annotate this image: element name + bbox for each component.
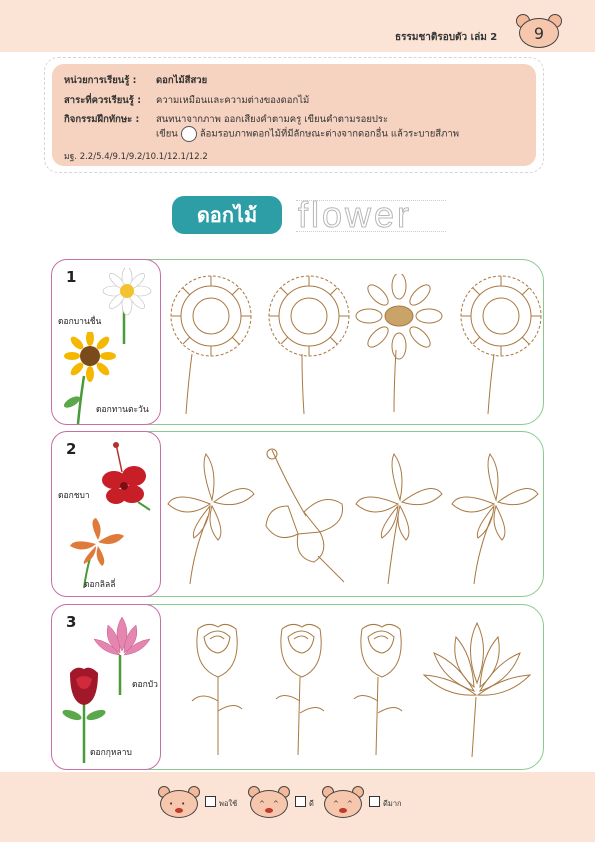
rating-checkbox-fair[interactable]: [205, 796, 216, 807]
reference-panel-2: [51, 431, 161, 597]
lily-outline-icon[interactable]: [352, 450, 446, 586]
rose-outline-icon[interactable]: [342, 621, 418, 757]
sunflower-outline-icon[interactable]: [454, 274, 548, 414]
sunflower-outline-icon[interactable]: [262, 274, 356, 414]
content-value: ความเหมือนและความต่างของดอกไม้: [156, 95, 310, 106]
rating-checkbox-good[interactable]: [295, 796, 306, 807]
row-number: 2: [66, 440, 77, 458]
flower-label: ดอกบัว: [132, 680, 158, 690]
row-number: 1: [66, 268, 77, 286]
activity-line-2-pre: เขียน: [156, 128, 178, 140]
header-band: [0, 0, 595, 52]
content-row: [64, 93, 310, 108]
flower-label: ดอกชบา: [58, 491, 90, 501]
row-number: 3: [66, 613, 77, 631]
activity-line-2-post: ล้อมรอบภาพดอกไม้ที่มีลักษณะต่างจากดอกอื่น แล้วระบายสีภาพ: [199, 128, 459, 140]
flower-label: ดอกลิลลี่: [84, 580, 116, 590]
activity-line-1: สนทนาจากภาพ ออกเสียงคำตามครู เขียนคำตามรอยประ: [156, 114, 389, 125]
standards: มฐ. 2.2/5.4/9.1/9.2/10.1/12.1/12.2: [64, 152, 208, 162]
exercise-row-3: [51, 604, 544, 770]
reference-panel-3: [51, 604, 161, 770]
flower-label: ดอกกุหลาบ: [90, 748, 132, 758]
rating-label-very-good: ดีมาก: [383, 799, 402, 808]
unit-row: [64, 73, 208, 88]
rating-label-fair: พอใช้: [219, 799, 238, 808]
bear-face-icon: ^^: [250, 786, 290, 818]
trace-word-flower[interactable]: flower: [298, 194, 413, 235]
daisy-outline-icon[interactable]: [352, 274, 446, 414]
activity-label: กิจกรรมฝึกทักษะ :: [64, 114, 140, 125]
rating-checkbox-very-good[interactable]: [369, 796, 380, 807]
rose-outline-icon[interactable]: [262, 621, 338, 757]
footer-band: [0, 772, 595, 842]
unit-label: หน่วยการเรียนรู้ :: [64, 75, 137, 86]
exercise-row-1: [51, 259, 544, 425]
rose-outline-icon[interactable]: [178, 621, 254, 757]
unit-value: ดอกไม้สีสวย: [156, 75, 208, 86]
content-label: สาระที่ควรเรียนรู้ :: [64, 95, 142, 106]
hibiscus-outline-icon[interactable]: [258, 446, 354, 586]
exercise-row-2: [51, 431, 544, 597]
lily-outline-icon[interactable]: [164, 450, 258, 586]
flower-label: ดอกบานชื่น: [58, 317, 102, 327]
circle-symbol-icon: [181, 126, 197, 142]
bear-face-icon: ^^: [324, 786, 364, 818]
lotus-outline-icon[interactable]: [422, 619, 532, 759]
bear-face-icon: ••: [160, 786, 200, 818]
activity-row: [64, 112, 389, 127]
page-number: 9: [533, 24, 545, 43]
hibiscus-icon: [98, 442, 154, 512]
bear-page-badge-icon: [516, 14, 562, 48]
reference-panel-1: [51, 259, 161, 425]
flower-label: ดอกทานตะวัน: [96, 405, 149, 415]
activity-row-2: [156, 126, 459, 142]
rating-label-good: ดี: [309, 799, 314, 808]
lily-outline-icon[interactable]: [448, 450, 542, 586]
title-thai-word: ดอกไม้: [172, 196, 282, 234]
sunflower-outline-icon[interactable]: [164, 274, 258, 414]
book-title: ธรรมชาติรอบตัว เล่ม 2: [395, 32, 498, 43]
